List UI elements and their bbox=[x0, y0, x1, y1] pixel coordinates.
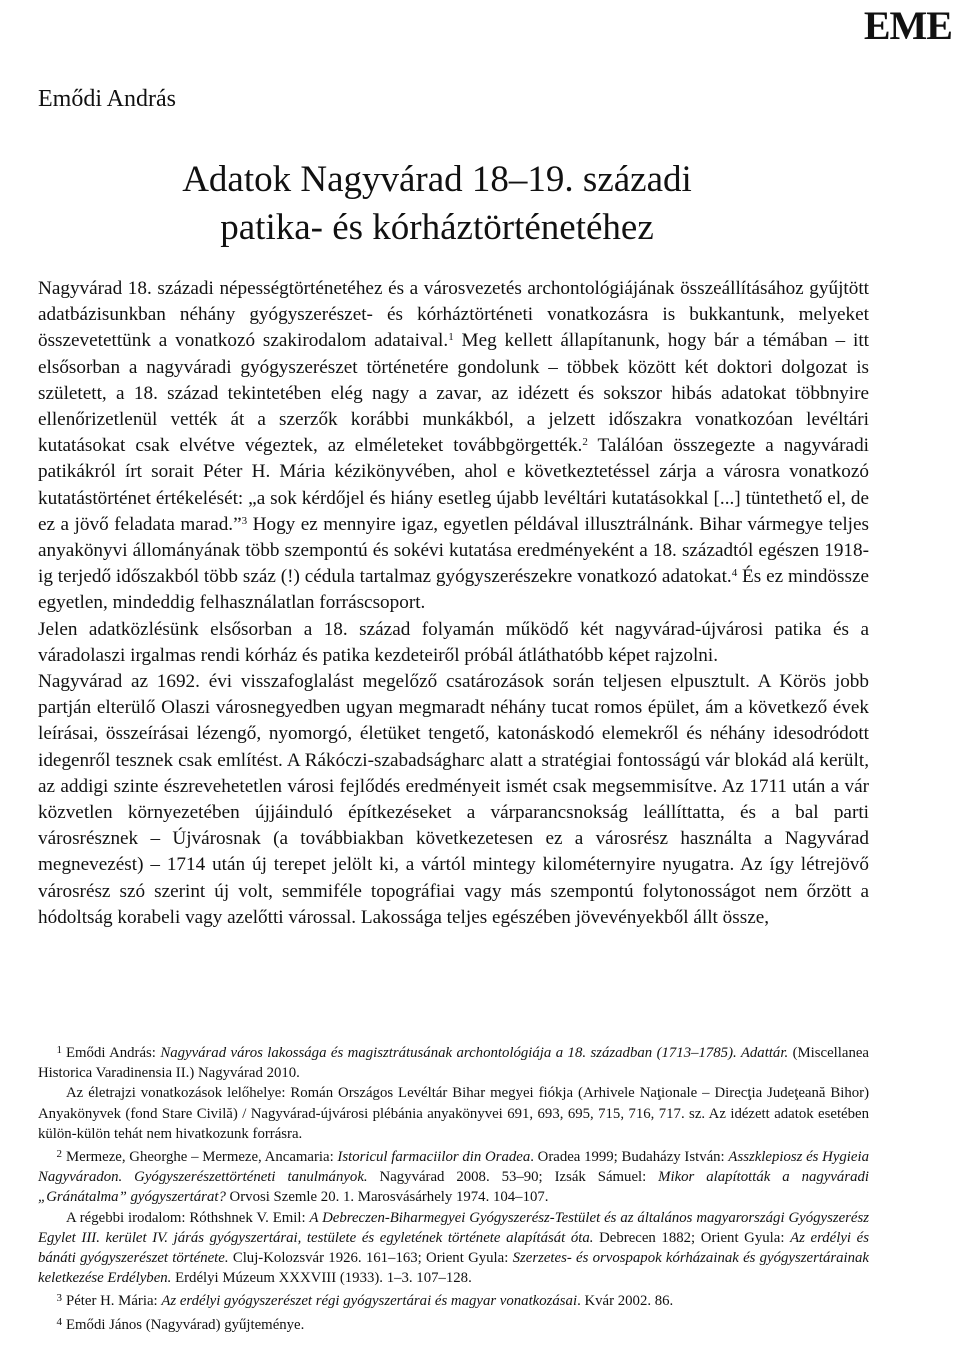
footnote-3: 3 Péter H. Mária: Az erdélyi gyógyszerészet régi gyógyszertárai és magyar vonatkozásai. Kvár 2002. 86. bbox=[56, 1292, 674, 1310]
footnote-1: 1 Emődi András: Nagyvárad város lakossága és magisztrátusának archontológiája a 18. században (1713–1785). Adattár. (Miscellanea Historica Varadinensia II.) Nagyvárad 2010. bbox=[38, 1044, 869, 1082]
footnote-ref-3[interactable]: 3 bbox=[241, 514, 248, 527]
paragraph-2: Jelen adatközlésünk elsősorban a 18. század folyamán működő két nagyvárad-újvárosi patika és a váradolaszi irgalmas rendi kórház és patika kezdeteiről próbál átláthatóbb képet rajzolni. bbox=[38, 618, 869, 666]
footnote-4: 4 Emődi János (Nagyvárad) gyűjteménye. bbox=[56, 1315, 305, 1333]
paragraph-3: Nagyvárad az 1692. évi visszafoglalást megelőző csatározások során teljesen elpusztult. A Körös jobb partján elterülő Olaszi városnegyedben ugyan megmaradt néhány tucat romos épület, ám a következő évek leírásai, összeírásai lézengő, nyomorgó, életüket tengető, katonáskodó elemekről és néhány idesodródott idegenről tesznek csak említést. A Rákóczi-szabadságharc alatt a stratégiai fontosságú vár blokád alá került, az addigi szinte észrevehetetlen városi fejlődés eredményeit ismét csak megsemmisítve. Az 1711 után a vár közvetlen környezetében újjáinduló építkezéseket a várparancsnokság leállíttatta, és a bal parti városrésznek – Újvárosnak (a továbbiakban következetesen ez a városrész használta a Nagyvárad megnevezést) – 1714 után új terepet jelölt ki, a vártól mintegy kilométernyire nyugatra. Az így létrejövő városrész szó szerint új volt, semmiféle topográfiai vagy más szempontú folytonosságot nem őrzött a hódoltság korabeli vagy azelőtti várossal. Lakossága teljes egészében jövevényekből állt össze, bbox=[38, 671, 869, 928]
article-title bbox=[0, 156, 874, 252]
article-body bbox=[38, 276, 869, 931]
footnote-ref-4[interactable]: 4 bbox=[731, 567, 738, 580]
article-author: Emődi András bbox=[38, 86, 176, 112]
footnote-2-cont: A régebbi irodalom: Róthshnek V. Emil: A Debreczen-Biharmegyei Gyógyszerész-Testület és az általános magyarországi Gyógyszerész Egylet III. kerület IV. járás gyógyszertárai, testülete és egyletének története alapítását óta. Debrecen 1882; Orient Gyula: Az erdélyi és bánáti gyógyszerészet története. Cluj-Kolozsvár 1926. 161–163; Orient Gyula: Szerzetes- és orvospapok kórházainak és gyógyszertárainak keletkezése Erdélyben. Erdélyi Múzeum XXXVIII (1933). 1–3. 107–128. bbox=[38, 1209, 869, 1287]
title-line-1: Adatok Nagyvárad 18–19. századi bbox=[182, 159, 692, 200]
journal-logo: EME bbox=[863, 3, 952, 48]
footnotes bbox=[38, 1040, 869, 1335]
footnote-ref-1[interactable]: 1 bbox=[448, 331, 454, 344]
paragraph-1: Nagyvárad 18. századi népességtörténetéhez és a városvezetés archontológiájának összeállításához gyűjtött adatbázisunkban néhány gyógyszerészet- és kórháztörténeti vonatkozásra is bukkantunk, melyeket összevetettünk a vonatkozó szakirodalom adataival.$^1$ Meg kellett állapítanunk, hogy bár a témában – itt elsősorban a nagyváradi gyógyszerészet történetére gondolunk – többek között két doktori dolgozat is született, a 18. század tekintetében elég nagy a zavar, az idézett és sokszor hibás adatokat többnyire ellenőrizetlenül vették át a szerzők korábbi munkákból, a jelzett időszakra vonatkozóan levéltári kutatásokat csak elvétve végeztek, az elméleteket továbbgörgették.$^2$ Találóan összegezte a nagyváradi patikákról írt sorait Péter H. Mária kézikönyvében, ahol e következtetéssel zárja a városra vonatkozó kutatástörténet értékelését: „a sok kérdőjel és hiány esetleg újabb levéltári kutatásokkal [...] tüntethető el, de ez a jövő feladata marad.”$^3$ Hogy ez mennyire igaz, egyetlen példával illusztrálnánk. Bihar vármegye teljes anyakönyvi állományának több szempontú és sokévi kutatása eredményeként a 18. századtól egészen 1918-ig terjedő időszakból több száz (!) cédula tartalmaz gyógyszerészekre vonatkozó adatokat.$^4$ És ez mindössze egyetlen, mindeddig felhasználatlan forráscsoport. bbox=[38, 278, 869, 614]
title-line-2: patika- és kórháztörténetéhez bbox=[220, 207, 654, 248]
footnote-ref-2[interactable]: 2 bbox=[582, 436, 588, 449]
footnote-2: 2 Mermeze, Gheorghe – Mermeze, Ancamaria: Istoricul farmaciilor din Oradea. Oradea 1999; Budaházy István: Asszklepiosz és Hygieia Nagyváradon. Gyógyszerészettörténeti tanulmányok. Nagyvárad 2008. 53–90; Izsák Sámuel: Mikor alapították a nagyváradi „Gránátalma” gyógyszertárat? Orvosi Szemle 20. 1. Marosvásárhely 1974. 104–107. bbox=[38, 1148, 869, 1206]
footnote-1-cont: Az életrajzi vonatkozások lelőhelye: Román Országos Levéltár Bihar megyei fiókja (Arhivele Naţionale – Direcţia Judeţeană Bihor) Anyakönyvek (fond Stare Civilă) / Nagyvárad-újvárosi plébánia anyakönyvei 691, 693, 695, 715, 716, 717. sz. Az idézett adatok esetében külön-külön tehát nem hivatkozunk forrásra. bbox=[38, 1085, 869, 1142]
